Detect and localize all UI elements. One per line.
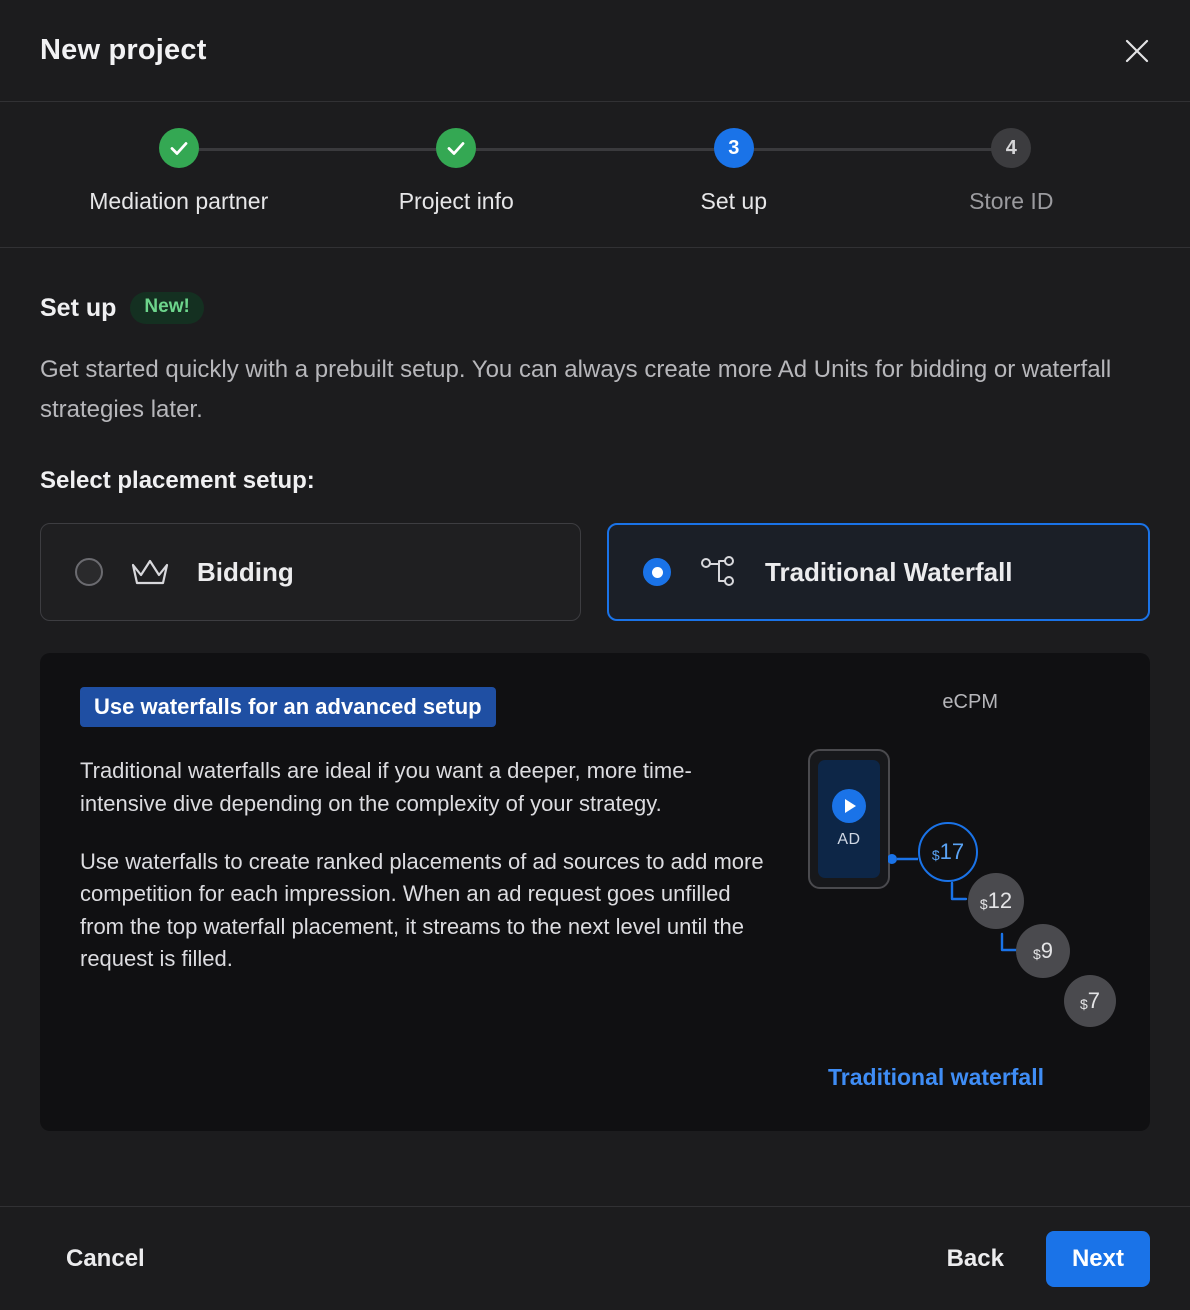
node-value: 12: [987, 888, 1013, 914]
info-paragraph-1: Traditional waterfalls are ideal if you want a deeper, more time-intensive dive depending on the complexity of your strategy.: [80, 758, 692, 816]
placement-options: [40, 523, 1150, 621]
option-label: Traditional Waterfall: [765, 556, 1013, 587]
section-header: [40, 292, 1150, 324]
node-value: 17: [939, 839, 965, 865]
node-currency: $: [1079, 996, 1088, 1013]
node-currency: $: [931, 847, 940, 864]
node-value: 7: [1087, 988, 1101, 1014]
waterfall-node-3: [1016, 924, 1070, 978]
dialog-header: [0, 0, 1190, 102]
section-title: Set up: [40, 293, 117, 322]
radio-bidding[interactable]: [75, 558, 103, 586]
ecpm-label: eCPM: [942, 691, 998, 714]
ad-label: AD: [837, 831, 861, 849]
waterfall-node-2: [968, 873, 1024, 929]
option-label: Bidding: [197, 556, 294, 587]
step-marker: [436, 128, 476, 168]
cancel-button[interactable]: Cancel: [40, 1231, 171, 1287]
section-description: Get started quickly with a prebuilt setup. You can always create more Ad Units for bidding or waterfall strategies later.: [40, 356, 1112, 423]
info-text-column: [80, 687, 770, 1097]
play-icon: [832, 789, 866, 823]
option-bidding[interactable]: [40, 523, 581, 621]
next-button[interactable]: Next: [1046, 1231, 1150, 1287]
info-tag: Use waterfalls for an advanced setup: [80, 687, 496, 727]
radio-traditional-waterfall[interactable]: [643, 558, 671, 586]
new-badge: New!: [130, 292, 203, 324]
dialog-body: [0, 248, 1190, 1206]
step-marker: 3: [714, 128, 754, 168]
crown-icon: [129, 555, 171, 589]
step-store-id[interactable]: [873, 128, 1151, 215]
option-traditional-waterfall[interactable]: [607, 523, 1150, 621]
stepper: [0, 102, 1190, 248]
node-value: 9: [1040, 938, 1054, 964]
page-title: New project: [40, 34, 207, 66]
waterfall-node-1: [918, 822, 978, 882]
step-project-info[interactable]: [318, 128, 596, 215]
back-button[interactable]: Back: [921, 1231, 1030, 1287]
step-label: Project info: [398, 188, 514, 214]
info-paragraph-2: Use waterfalls to create ranked placements of ad sources to add more competition for each impression. When an ad request goes unfilled from the top waterfall placement, it streams to the next level until the request is filled.: [80, 848, 764, 971]
phone-mockup: [808, 749, 890, 889]
step-marker: 4: [991, 128, 1031, 168]
step-label: Set up: [700, 188, 767, 214]
waterfall-node-4: [1064, 975, 1116, 1027]
select-placement-label: Select placement setup:: [40, 467, 315, 495]
waterfall-diagram: [770, 687, 1110, 1097]
waterfall-icon: [697, 554, 739, 590]
close-icon[interactable]: [1114, 28, 1160, 74]
step-label: Mediation partner: [89, 188, 269, 214]
diagram-caption[interactable]: Traditional waterfall: [828, 1064, 1044, 1091]
step-marker: [159, 128, 199, 168]
node-currency: $: [1032, 946, 1041, 963]
dialog-footer: [0, 1206, 1190, 1310]
step-label: Store ID: [969, 188, 1054, 214]
step-mediation-partner[interactable]: [40, 128, 318, 215]
step-set-up[interactable]: [595, 128, 873, 215]
info-panel: [40, 653, 1150, 1131]
node-currency: $: [979, 896, 988, 913]
